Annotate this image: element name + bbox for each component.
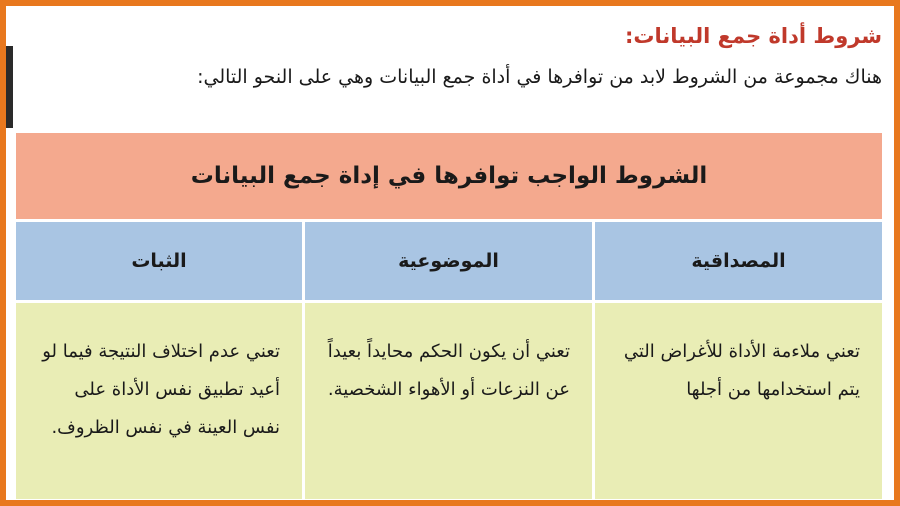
conditions-table [14,131,884,500]
intro-paragraph: هناك مجموعة من الشروط لابد من توافرها في أداة جمع البيانات وهي على النحو التالي: [197,66,882,88]
document-page [6,6,894,500]
header-stability: الثبات [16,222,302,303]
body-objectivity: تعني أن يكون الحكم محايداً بعيداً عن النزعات أو الأهواء الشخصية. [302,303,592,499]
section-heading: شروط أداة جمع البيانات: [624,24,882,48]
body-credibility: تعني ملاءمة الأداة للأغراض التي يتم استخدامها من أجلها [592,303,882,499]
body-stability: تعني عدم اختلاف النتيجة فيما لو أعيد تطبيق نفس الأداة على نفس العينة في نفس الظروف. [16,303,302,499]
left-edge-bar [6,46,13,128]
table-title: الشروط الواجب توافرها في إداة جمع البيانات [16,133,882,222]
header-credibility: المصداقية [592,222,882,303]
table-body-row [16,303,882,499]
header-objectivity: الموضوعية [302,222,592,303]
table-header-row [16,222,882,303]
